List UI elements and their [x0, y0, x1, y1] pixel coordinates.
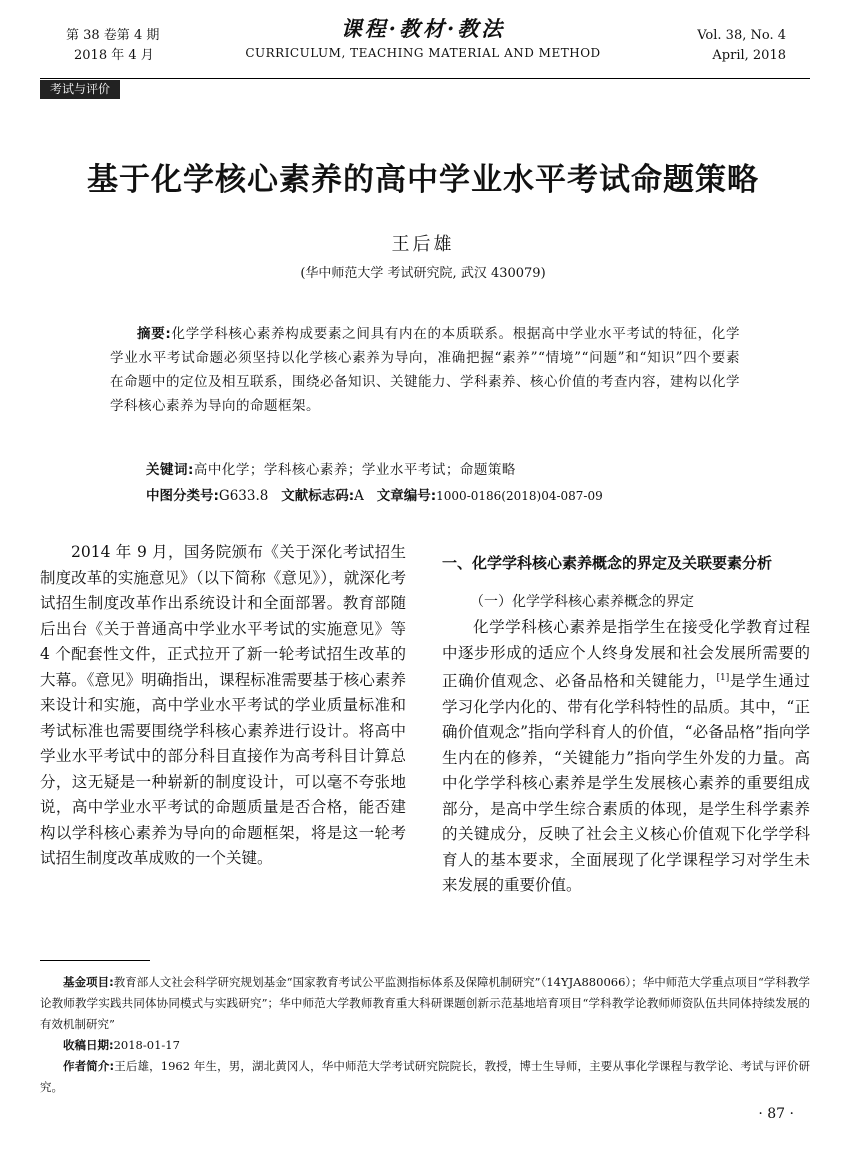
- citation-marker[interactable]: [1]: [716, 673, 730, 683]
- subsection-heading: （一）化学学科核心素养概念的界定: [470, 594, 694, 610]
- doc-code-label: 文献标志码:: [281, 488, 355, 504]
- received-label: 收稿日期:: [63, 1038, 114, 1052]
- issue-volume: 第 38 卷第 4 期: [66, 28, 160, 43]
- page-number: · 87 ·: [758, 1106, 794, 1122]
- received-note: [40, 1035, 810, 1056]
- body-left-column: [40, 540, 406, 872]
- issue-date: 2018 年 4 月: [74, 48, 154, 63]
- definition-text-b: 是学生通过学习化学内化的、带有化学科特性的品质。其中，“正确价值观念”指向学科育人的价值，“必备品格”指向学生内在的修养，“关键能力”指向学生外发的力量。高中化学学科核心素养是学生发展核心素养的重要组成部分，是高中学生综合素质的体现，是学生科学素养的关键成分，反映了社会主义核心价值观下化学学科育人的基本要求，全面展现了化学课程学习对学生未来发展的重要价值。: [442, 672, 810, 895]
- author-bio-text: 王后雄，1962 年生，男，湖北黄冈人，华中师范大学考试研究院院长，教授，博士生导师，主要从事化学课程与教学论、考试与评价研究。: [40, 1059, 810, 1094]
- header-rule: [40, 78, 810, 79]
- issue-date-english: April, 2018: [712, 48, 786, 63]
- fund-note: [40, 972, 810, 1035]
- author-affiliation: (华中师范大学 考试研究院, 武汉 430079): [300, 266, 546, 281]
- body-right-column: [442, 551, 810, 899]
- fund-text: 教育部人文社会科学研究规划基金“国家教育考试公平监测指标体系及保障机制研究”（14YJA880066）；华中师范大学重点项目“学科教学论教师教学实践共同体协同模式与实践研究”；华中师范大学教师教育重大科研课题创新示范基地培育项目“学科教学论教师师资队伍共同体持续发展的有效机制研究”: [40, 975, 810, 1031]
- article-title: 基于化学核心素养的高中学业水平考试命题策略: [87, 162, 759, 198]
- abstract-label: 摘要:: [137, 326, 172, 342]
- keywords-text: 高中化学；学科核心素养；学业水平考试；命题策略: [193, 462, 516, 478]
- received-text: 2018-01-17: [113, 1038, 180, 1052]
- article-no-value: 1000-0186(2018)04-087-09: [436, 489, 603, 503]
- article-no-label: 文章编号:: [376, 488, 437, 504]
- abstract: [110, 322, 740, 418]
- abstract-text: 化学学科核心素养构成要素之间具有内在的本质联系。根据高中学业水平考试的特征，化学学业水平考试命题必须坚持以化学核心素养为导向，准确把握“素养”“情境”“问题”和“知识”四个要素在命题中的定位及相互联系，围绕必备知识、关键能力、学科素养、核心价值的考查内容，建构以化学学科核心素养为导向的命题框架。: [110, 326, 741, 414]
- section-heading: 一、化学学科核心素养概念的界定及关联要素分析: [442, 554, 773, 572]
- footnotes: [40, 972, 810, 1098]
- definition-paragraph: [442, 615, 810, 899]
- author-note: [40, 1056, 810, 1098]
- section-tag: 考试与评价: [40, 80, 120, 99]
- issue-volume-english: Vol. 38, No. 4: [697, 28, 786, 43]
- fund-label: 基金项目:: [63, 975, 114, 989]
- journal-title: 课程·教材·教法: [340, 16, 506, 41]
- keywords: [146, 458, 516, 482]
- intro-paragraph: 2014 年 9 月，国务院颁布《关于深化考试招生制度改革的实施意见》（以下简称《意见》），就深化考试招生制度改革作出系统设计和全面部署。教育部随后出台《关于普通高中学业水平考试的实施意见》等 4 个配套性文件，正式拉开了新一轮考试招生改革的大幕。《意见》明确指出，课程标准需要基于核心素养来设计和实施，高中学业水平考试的学业质量标准和考试标准也需要围绕学科核心素养进行设计。将高中学业水平考试中的部分科目直接作为高考科目计算总分，这无疑是一种崭新的制度设计，可以毫不夸张地说，高中学业水平考试的命题质量是否合格，能否建构以学科核心素养为导向的命题框架，将是这一轮考试招生制度改革成败的一个关键。: [40, 543, 406, 867]
- author-bio-label: 作者简介:: [63, 1059, 115, 1073]
- doc-code-value: A: [354, 488, 364, 504]
- issue-info-english: [697, 26, 786, 66]
- classification-line: [146, 484, 603, 508]
- clc-label: 中图分类号:: [146, 488, 219, 504]
- definition-text-a: 化学学科核心素养是指学生在接受化学教育过程中逐步形成的适应个人终身发展和社会发展所需要的正确价值观念、必备品格和关键能力，: [442, 618, 810, 691]
- article-author: 王后雄: [391, 234, 455, 255]
- footnote-rule: [40, 960, 150, 961]
- clc-value: G633.8: [218, 488, 269, 504]
- journal-english-title: CURRICULUM, TEACHING MATERIAL AND METHOD: [245, 46, 601, 60]
- keywords-label: 关键词:: [146, 462, 194, 478]
